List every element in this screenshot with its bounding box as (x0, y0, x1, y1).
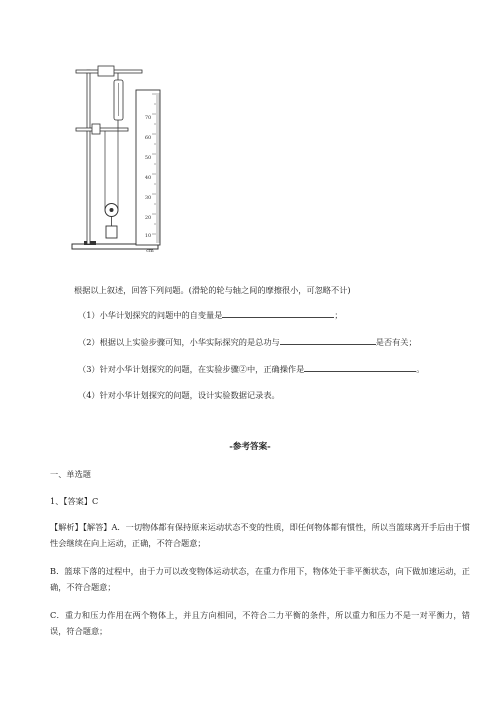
scale-label: 50 (144, 155, 152, 161)
scale-label: 70 (144, 115, 152, 121)
stand-rod (87, 70, 90, 244)
question-1 (78, 309, 343, 321)
analysis-c: C．重力和压力作用在两个物体上，并且方向相同，不符合二力平衡的条件，所以重力和压力不是一对平衡力，错误，符合题意； (50, 610, 470, 636)
q1-blank[interactable] (222, 309, 334, 318)
scale-unit: cm (146, 248, 154, 254)
q3-blank[interactable] (304, 363, 416, 372)
middle-bar (76, 128, 128, 131)
question-3 (78, 363, 424, 375)
section-heading: 一、单选题 (50, 469, 91, 479)
top-clamp (98, 66, 114, 76)
q3-after: 。 (416, 364, 425, 374)
q2-blank[interactable] (280, 336, 376, 345)
question-4: （4）针对小华计划探究的问题，设计实验数据记录表。 (78, 390, 280, 400)
scale-label: 60 (144, 135, 152, 141)
apparatus-figure (62, 58, 174, 258)
scale-label: 30 (144, 195, 152, 201)
q1-after: ； (334, 310, 343, 320)
weight-block (106, 226, 117, 238)
analysis-a: 【解析】【解答】A．一切物体都有保持原来运动状态不变的性质，即任何物体都有惯性，所以当篮球离开手后由于惯性会继续在向上运动，正确，不符合题意； (50, 522, 470, 548)
scale-label: 10 (144, 233, 152, 239)
intro-text: 根据以上叙述，回答下列问题。(滑轮的轮与轴之间的摩擦很小，可忽略不计) (74, 285, 351, 295)
answer-item-1: 1、【答案】C (50, 496, 99, 506)
meter-ruler (136, 90, 160, 245)
analysis-b: B．篮球下落的过程中，由于力可以改变物体运动状态，在重力作用下，物体处于非平衡状态，向下做加速运动，正确，不符合题意； (50, 566, 470, 592)
question-2 (78, 336, 417, 348)
q3-text: （3）针对小华计划探究的问题，在实验步骤②中，正确操作是 (78, 364, 305, 374)
q1-text: （1）小华计划探究的问题中的自变量是 (78, 310, 223, 320)
scale-label: 20 (144, 215, 152, 221)
scale-label: 40 (144, 175, 152, 181)
q2-after: 是否有关； (375, 337, 417, 347)
apparatus-svg (62, 58, 174, 258)
q2-text: （2）根据以上实验步骤可知，小华实际探究的是总功与 (78, 337, 280, 347)
answer-title: -参考答案- (229, 442, 271, 452)
